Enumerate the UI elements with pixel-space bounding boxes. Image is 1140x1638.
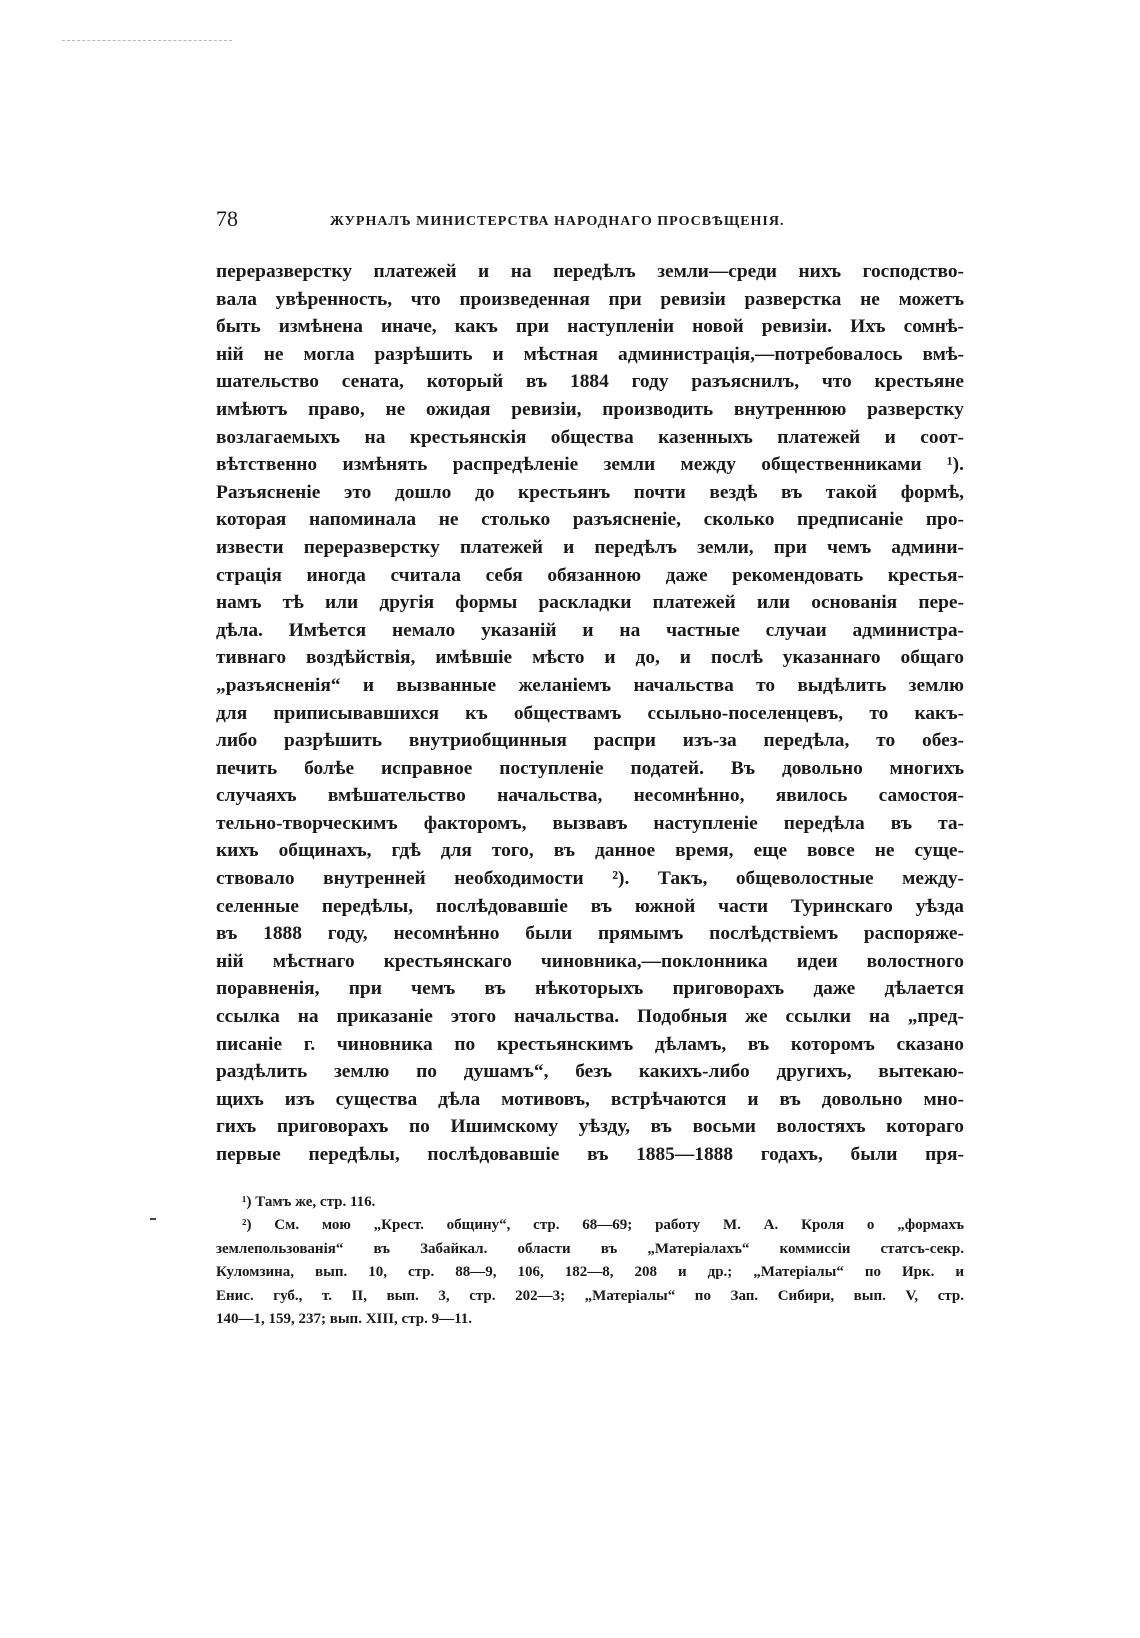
text-line: тельно-творческимъ факторомъ, вызвавъ наступленіе передѣла въ та- <box>216 812 964 834</box>
text-line: для приписывавшихся къ обществамъ ссыльно-поселенцевъ, то какъ- <box>216 702 964 724</box>
footnote-2-line: Куломзина, вып. 10, стр. 88—9, 106, 182—8, 208 и др.; „Матеріалы“ по Ирк. и <box>216 1264 964 1281</box>
text-line: либо разрѣшить внутриобщинныя распри изъ-за передѣла, то обез- <box>216 730 964 752</box>
text-line: имѣютъ право, не ожидая ревизіи, производить внутреннюю разверстку <box>216 398 964 420</box>
text-line: Разъясненіе это дошло до крестьянъ почти вездѣ въ такой формѣ, <box>216 481 964 503</box>
footnote-1: ¹) Тамъ же, стр. 116. <box>242 1193 376 1210</box>
text-line: шательство сената, который въ 1884 году разъяснилъ, что крестьяне <box>216 371 964 393</box>
text-line: писаніе г. чиновника по крестьянскимъ дѣламъ, въ которомъ сказано <box>216 1033 964 1055</box>
text-line: ссылка на приказаніе этого начальства. Подобныя же ссылки на „пред- <box>216 1006 964 1028</box>
text-line: печить болѣе исправное поступленіе податей. Въ довольно многихъ <box>216 757 964 779</box>
footnote-2-line: Енис. губ., т. II, вып. 3, стр. 202—3; „Матеріалы“ по Зап. Сибири, вып. V, стр. <box>216 1287 964 1304</box>
text-line: тивнаго воздѣйствія, имѣвшіе мѣсто и до, и послѣ указаннаго общаго <box>216 647 964 669</box>
running-title: ЖУРНАЛЪ МИНИСТЕРСТВА НАРОДНАГО ПРОСВѢЩЕНІЯ. <box>330 214 785 229</box>
text-line: быть измѣнена иначе, какъ при наступленіи новой ревизіи. Ихъ сомнѣ- <box>216 316 964 338</box>
text-line: случаяхъ вмѣшательство начальства, несомнѣнно, явилось самостоя- <box>216 785 964 807</box>
footnote-2-line: 140—1, 159, 237; вып. XIII, стр. 9—11. <box>216 1311 473 1328</box>
text-line: переразверстку платежей и на передѣлъ земли—среди нихъ господство- <box>216 261 964 282</box>
text-line: первые передѣлы, послѣдовавшіе въ 1885—1888 годахъ, были пря- <box>216 1144 964 1165</box>
text-line: вала увѣренность, что произведенная при ревизіи разверстка не можетъ <box>216 288 964 310</box>
text-line: вѣтственно измѣнять распредѣленіе земли между общественниками ¹). <box>216 454 964 476</box>
text-line: возлагаемыхъ на крестьянскія общества казенныхъ платежей и соот- <box>216 426 964 448</box>
main-text <box>216 258 964 1169</box>
text-line: гихъ приговорахъ по Ишимскому уѣзду, въ восьми волостяхъ котораго <box>216 1116 964 1138</box>
text-line: селенные передѣлы, послѣдовавшіе въ южной части Туринскаго уѣзда <box>216 895 964 917</box>
text-line: которая напоминала не столько разъясненіе, сколько предписаніе про- <box>216 509 964 531</box>
text-line: намъ тѣ или другія формы раскладки платежей или основанія пере- <box>216 592 964 614</box>
text-line: ній мѣстнаго крестьянскаго чиновника,—поклонника идеи волостного <box>216 950 964 972</box>
text-line: ствовало внутренней необходимости ²). Такъ, общеволостные между- <box>216 868 964 890</box>
text-line: раздѣлить землю по душамъ“, безъ какихъ-либо другихъ, вытекаю- <box>216 1061 964 1083</box>
text-line: извести переразверстку платежей и передѣлъ земли, при чемъ админи- <box>216 536 964 558</box>
text-line: страція иногда считала себя обязанною даже рекомендовать крестья- <box>216 564 964 586</box>
margin-mark <box>150 1218 156 1220</box>
page-number: 78 <box>216 206 238 231</box>
text-line: щихъ изъ существа дѣла мотивовъ, встрѣчаются и въ довольно мно- <box>216 1088 964 1110</box>
scan-edge-mark <box>62 40 232 43</box>
text-line: ній не могла разрѣшить и мѣстная администрація,—потребовалось вмѣ- <box>216 343 964 365</box>
footnotes <box>216 1191 964 1332</box>
text-line: „разъясненія“ и вызванные желаніемъ начальства то выдѣлить землю <box>216 674 964 696</box>
text-line: кихъ общинахъ, гдѣ для того, въ данное время, еще вовсе не суще- <box>216 840 964 862</box>
page-header <box>216 206 964 246</box>
text-line: дѣла. Имѣется немало указаній и на частные случаи администра- <box>216 619 964 641</box>
book-page <box>216 206 964 1332</box>
footnote-2-line: ²) См. мою „Крест. общину“, стр. 68—69; работу М. А. Кроля о „формахъ <box>242 1217 964 1234</box>
text-line: поравненія, при чемъ въ нѣкоторыхъ приговорахъ даже дѣлается <box>216 978 964 1000</box>
text-line: въ 1888 году, несомнѣнно были прямымъ послѣдствіемъ распоряже- <box>216 923 964 945</box>
footnote-2-line: землепользованія“ въ Забайкал. области въ „Матеріалахъ“ коммиссіи статсъ-секр. <box>216 1240 964 1257</box>
